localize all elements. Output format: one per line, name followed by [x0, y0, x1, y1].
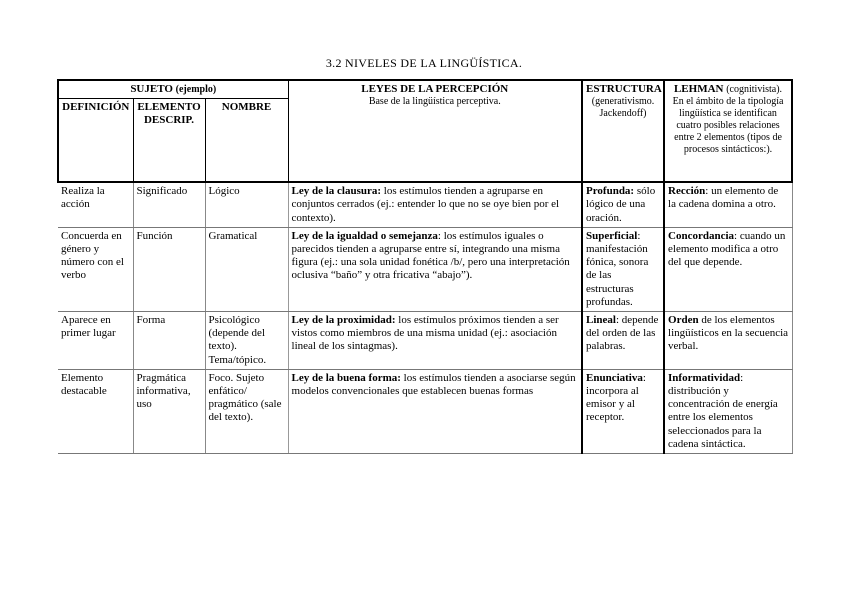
ley-cell: Ley de la buena forma: los estímulos tienden a asociarse según modelos convencionales que establecen buenas formas: [288, 369, 582, 453]
lehman-paren: (cognitivista).: [726, 84, 783, 95]
sujeto-label: SUJETO: [130, 83, 173, 95]
elemento-header: ELEMENTO DESCRIP.: [133, 99, 205, 183]
nombre-cell: Psicológico (depende del texto). Tema/tópico.: [205, 312, 288, 370]
lehman-sub: En el ámbito de la tipología lingüística se identifican cuatro posibles relaciones entre 2 elementos (tipos de procesos sintácticos:).: [672, 96, 784, 156]
estructura-cell: Superficial: manifestación fónica, sonora de las estructuras profundas.: [582, 227, 664, 311]
lehman-cell: Informatividad: distribución y concentración de energía entre los elementos seleccionados para la cadena sintáctica.: [664, 369, 792, 453]
nombre-cell: Gramatical: [205, 227, 288, 311]
lehman-cell: Rección: un elemento de la cadena domina a otro.: [664, 182, 792, 227]
linguistics-table: [57, 79, 793, 454]
nombre-cell: Lógico: [205, 182, 288, 227]
ley-cell: Ley de la proximidad: los estímulos próximos tienden a ser vistos como miembros de una misma unidad (ej.: asociación lineal de los sintagmas).: [288, 312, 582, 370]
ley-cell: Ley de la clausura: los estímulos tienden a agruparse en conjuntos cerrados (ej.: entender lo que no se oye bien por el contexto).: [288, 182, 582, 227]
table-row: [58, 182, 792, 227]
estructura-sub: (generativismo. Jackendoff): [591, 96, 655, 120]
leyes-header: [288, 80, 582, 182]
document-title: 3.2 NIVELES DE LA LINGÜÍSTICA.: [325, 56, 523, 70]
sujeto-sub: (ejemplo): [175, 84, 217, 95]
estructura-header: [582, 80, 664, 182]
definicion-cell: Elemento destacable: [58, 369, 133, 453]
lehman-header: [664, 80, 792, 182]
elemento-cell: Significado: [133, 182, 205, 227]
leyes-sub: Base de la lingüística perceptiva.: [368, 96, 501, 108]
estructura-cell: Profunda: sólo lógico de una oración.: [582, 182, 664, 227]
lehman-label: LEHMAN: [673, 83, 724, 95]
sujeto-header: [58, 80, 288, 99]
table-row: [58, 227, 792, 311]
nombre-header: NOMBRE: [205, 99, 288, 183]
definicion-cell: Aparece en primer lugar: [58, 312, 133, 370]
table-row: [58, 369, 792, 453]
table-row: [58, 312, 792, 370]
lehman-cell: Concordancia: cuando un elemento modifica a otro del que depende.: [664, 227, 792, 311]
definicion-header: DEFINICIÓN: [58, 99, 133, 183]
elemento-cell: Forma: [133, 312, 205, 370]
elemento-cell: Función: [133, 227, 205, 311]
estructura-cell: Lineal: depende del orden de las palabras.: [582, 312, 664, 370]
estructura-cell: Enunciativa: incorpora al emisor y al receptor.: [582, 369, 664, 453]
nombre-cell: Foco. Sujeto enfático/ pragmático (sale del texto).: [205, 369, 288, 453]
lehman-cell: Orden de los elementos lingüísticos en la secuencia verbal.: [664, 312, 792, 370]
elemento-cell: Pragmática informativa, uso: [133, 369, 205, 453]
ley-cell: Ley de la igualdad o semejanza: los estímulos iguales o parecidos tienden a agruparse entre sí, integrando una misma figura (ej.: una sola unidad fonética /b/, pero una interpretación oclusiva “baño” y otra fricativa “abajo”).: [288, 227, 582, 311]
definicion-cell: Realiza la acción: [58, 182, 133, 227]
estructura-label: ESTRUCTURA: [586, 83, 662, 95]
definicion-cell: Concuerda en género y número con el verbo: [58, 227, 133, 311]
leyes-label: LEYES DE LA PERCEPCIÓN: [361, 83, 509, 95]
header-row: [58, 80, 792, 99]
